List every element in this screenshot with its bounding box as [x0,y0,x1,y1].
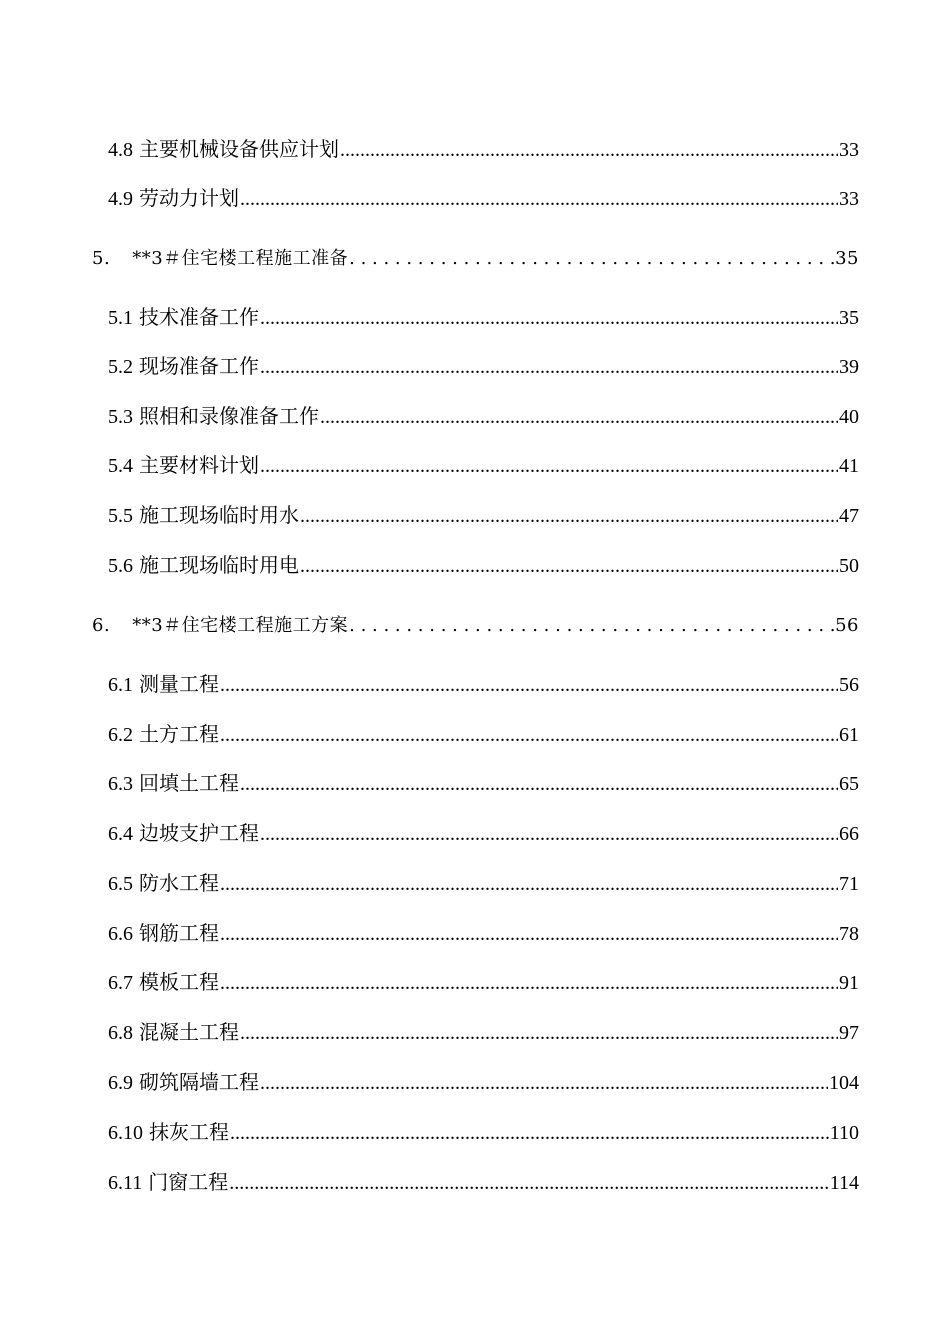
toc-entry-title: 施工现场临时用水 [139,505,299,527]
toc-dot-leader [349,244,834,274]
toc-entry-title: 回填土工程 [139,773,239,795]
toc-dot-leader [220,869,838,899]
toc-chapter-number: 6. [92,615,111,636]
toc-entry-page: 78 [839,923,859,945]
toc-dot-leader [220,670,838,700]
toc-entry-page: 33 [839,139,859,161]
toc-entry-5-3[interactable] [108,402,859,432]
toc-entry-number: 5.3 [108,406,133,428]
toc-entry-page: 71 [839,873,859,895]
toc-entry-page: 47 [839,505,859,527]
toc-entry-5-5[interactable] [108,501,859,531]
toc-entry-title: 抹灰工程 [149,1122,229,1144]
toc-entry-5-4[interactable] [108,451,859,481]
toc-dot-leader [240,1018,838,1048]
toc-entry-number: 6.10 [108,1122,143,1144]
toc-entry-4-9[interactable] [108,184,859,214]
toc-dot-leader [220,968,838,998]
toc-entry-page: 41 [839,455,859,477]
toc-entry-page: 91 [839,972,859,994]
toc-chapter-page: 56 [835,615,859,636]
toc-dot-leader [260,352,838,382]
toc-entry-number: 4.9 [108,188,133,210]
toc-entry-number: 6.8 [108,1022,133,1044]
toc-entry-title: 模板工程 [139,972,219,994]
toc-entry-page: 40 [839,406,859,428]
toc-entry-number: 6.6 [108,923,133,945]
toc-entry-title: 测量工程 [139,674,219,696]
toc-dot-leader [220,919,838,949]
toc-entry-number: 6.7 [108,972,133,994]
toc-entry-title: 施工现场临时用电 [139,555,299,577]
toc-entry-title: 门窗工程 [148,1172,229,1194]
toc-entry-title: 主要机械设备供应计划 [139,139,339,161]
toc-dot-leader [320,402,838,432]
toc-entry-title: 技术准备工作 [139,307,259,329]
toc-dot-leader [260,819,838,849]
toc-entry-number: 5.5 [108,505,133,527]
toc-dot-leader [349,611,834,641]
toc-chapter-title: **3＃住宅楼工程施工准备 [132,248,349,269]
toc-entry-6-4[interactable] [108,819,859,849]
toc-entry-page: 56 [839,674,859,696]
toc-dot-leader [229,1168,828,1198]
toc-entry-number: 5.2 [108,356,133,378]
toc-entry-number: 4.8 [108,139,133,161]
toc-dot-leader [260,303,838,333]
toc-entry-6-6[interactable] [108,919,859,949]
toc-entry-6-11[interactable] [108,1168,859,1198]
toc-entry-page: 97 [839,1022,859,1044]
toc-entry-number: 6.3 [108,773,133,795]
toc-entry-4-8[interactable] [108,135,859,165]
toc-entry-page: 66 [839,823,859,845]
toc-entry-6-3[interactable] [108,769,859,799]
toc-entry-number: 6.2 [108,724,133,746]
toc-entry-number: 6.4 [108,823,133,845]
toc-entry-title: 边坡支护工程 [139,823,259,845]
toc-entry-number: 5.6 [108,555,133,577]
toc-entry-6-2[interactable] [108,720,859,750]
toc-entry-title: 主要材料计划 [139,455,259,477]
toc-chapter-page: 35 [835,248,859,269]
toc-entry-page: 65 [839,773,859,795]
toc-entry-5-2[interactable] [108,352,859,382]
toc-entry-title: 砌筑隔墙工程 [139,1072,259,1094]
toc-entry-title: 照相和录像准备工作 [139,406,319,428]
toc-entry-number: 6.5 [108,873,133,895]
toc-entry-page: 110 [829,1122,859,1144]
toc-entry-number: 6.9 [108,1072,133,1094]
toc-entry-title: 现场准备工作 [139,356,259,378]
toc-entry-5-1[interactable] [108,303,859,333]
toc-chapter-6[interactable] [92,611,859,641]
toc-entry-number: 6.1 [108,674,133,696]
toc-entry-page: 39 [839,356,859,378]
toc-dot-leader [260,1068,828,1098]
toc-entry-page: 114 [829,1172,859,1194]
toc-dot-leader [240,769,838,799]
toc-dot-leader [300,551,838,581]
toc-entry-6-10[interactable] [108,1118,859,1148]
toc-entry-number: 5.1 [108,307,133,329]
toc-entry-6-5[interactable] [108,869,859,899]
toc-chapter-5[interactable] [92,244,859,274]
toc-entry-6-8[interactable] [108,1018,859,1048]
toc-entry-page: 35 [839,307,859,329]
toc-entry-page: 104 [829,1072,859,1094]
toc-entry-number: 6.11 [108,1172,143,1194]
toc-dot-leader [230,1118,829,1148]
toc-entry-page: 33 [839,188,859,210]
toc-entry-title: 劳动力计划 [139,188,239,210]
toc-dot-leader [260,451,838,481]
toc-entry-title: 钢筋工程 [139,923,219,945]
toc-chapter-title: **3＃住宅楼工程施工方案 [132,615,349,636]
toc-dot-leader [300,501,838,531]
toc-entry-5-6[interactable] [108,551,859,581]
toc-entry-number: 5.4 [108,455,133,477]
toc-entry-6-9[interactable] [108,1068,859,1098]
toc-entry-6-7[interactable] [108,968,859,998]
toc-entry-page: 50 [839,555,859,577]
toc-dot-leader [240,184,838,214]
toc-entry-6-1[interactable] [108,670,859,700]
toc-entry-title: 混凝土工程 [139,1022,239,1044]
toc-entry-title: 防水工程 [139,873,219,895]
toc-entry-title: 土方工程 [139,724,219,746]
toc-dot-leader [220,720,838,750]
toc-entry-page: 61 [839,724,859,746]
toc-chapter-number: 5. [92,248,111,269]
toc-dot-leader [340,135,838,165]
